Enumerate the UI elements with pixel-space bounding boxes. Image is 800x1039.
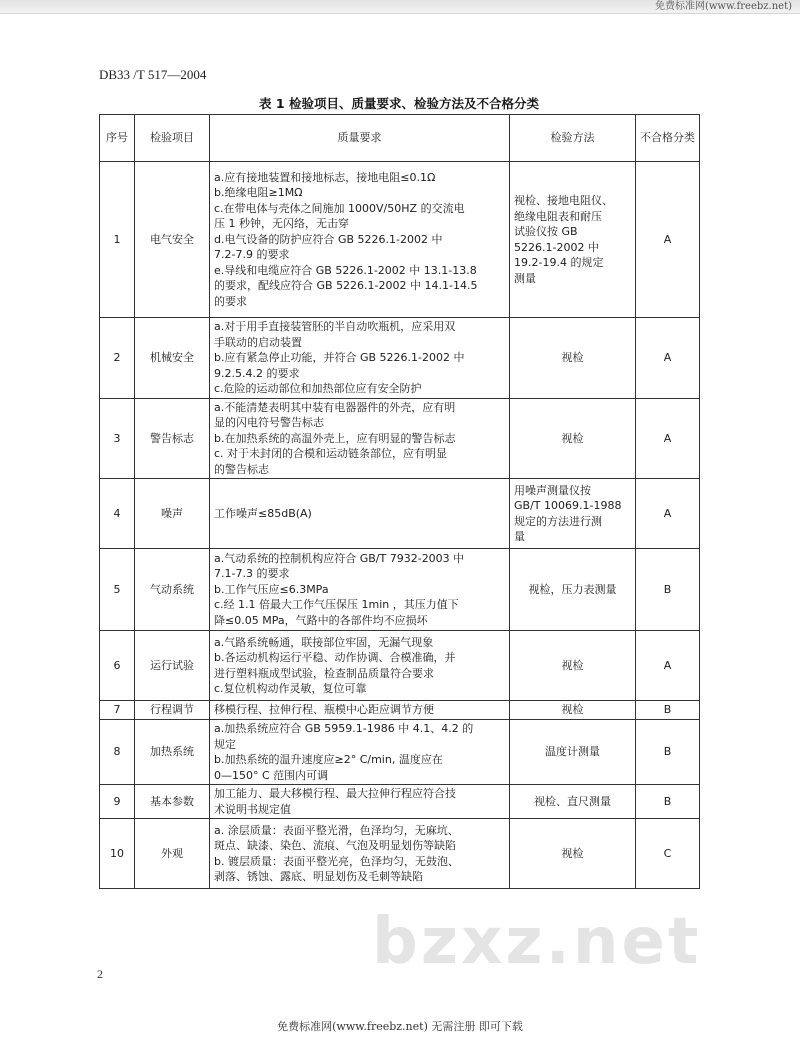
requirement-line: a.不能清楚表明其中装有电器器件的外壳，应有明 xyxy=(214,400,456,414)
row-class: A xyxy=(636,162,700,318)
row-class: B xyxy=(636,701,700,720)
header-class: 不合格分类 xyxy=(636,115,700,162)
row-class: A xyxy=(636,631,700,701)
row-method xyxy=(510,819,636,889)
method-line: 视检 xyxy=(561,658,584,672)
requirement-line: 剥落、锈蚀、露底、明显划伤及毛刺等缺陷 xyxy=(214,870,423,883)
method-line: 量 xyxy=(514,530,525,543)
row-item: 噪声 xyxy=(135,479,210,549)
row-class: A xyxy=(636,479,700,549)
requirement-line: b.绝缘电阻≥1MΩ xyxy=(214,186,303,200)
requirement-line: c.危险的运动部位和加热部位应有安全防护 xyxy=(214,382,422,395)
requirement-line: a.气路系统畅通，联接部位牢固，无漏气现象 xyxy=(214,635,434,649)
table-row xyxy=(100,701,700,720)
row-method xyxy=(510,549,636,631)
row-class: A xyxy=(636,318,700,399)
method-line: 温度计测量 xyxy=(545,745,600,759)
header-item: 检验项目 xyxy=(135,115,210,162)
row-method xyxy=(510,785,636,819)
top-watermark: 免费标准网(www.freebz.net) xyxy=(654,1,792,12)
method-line: 用噪声测量仪按 xyxy=(514,483,591,497)
header-requirement: 质量要求 xyxy=(210,115,510,162)
row-method xyxy=(510,318,636,399)
requirement-line: 进行塑料瓶成型试验，检查制品质量符合要求 xyxy=(214,666,434,680)
requirement-line: c. 对于未封闭的合模和运动链条部位，应有明显 xyxy=(214,447,448,460)
table-row xyxy=(100,819,700,889)
row-number: 8 xyxy=(100,720,135,785)
row-requirement xyxy=(210,318,510,399)
row-class: B xyxy=(636,720,700,785)
table-header-row xyxy=(100,115,700,162)
page-number: 2 xyxy=(97,967,103,981)
row-method xyxy=(510,720,636,785)
table-row xyxy=(100,162,700,318)
row-method xyxy=(510,631,636,701)
requirement-line: b.应有紧急停止功能，并符合 GB 5226.1-2002 中 xyxy=(214,351,465,364)
row-class: B xyxy=(636,785,700,819)
row-item: 加热系统 xyxy=(135,720,210,785)
table-row xyxy=(100,785,700,819)
table-row xyxy=(100,631,700,701)
row-requirement xyxy=(210,549,510,631)
requirement-line: 显的闪电符号警告标志 xyxy=(214,416,324,429)
requirement-line: 的警告标志 xyxy=(214,462,269,476)
row-class: C xyxy=(636,819,700,889)
row-requirement xyxy=(210,398,510,479)
requirement-line: 降≤0.05 MPa，气路中的各部件均不应损坏 xyxy=(214,613,428,627)
row-item: 电气安全 xyxy=(135,162,210,318)
requirement-line: 规定 xyxy=(214,737,236,751)
method-line: 19.2-19.4 的规定 xyxy=(514,256,604,269)
requirement-line: 压 1 秒钟，无闪络，无击穿 xyxy=(214,217,349,231)
method-line: 视检 xyxy=(561,846,584,860)
requirement-line: 移模行程、拉伸行程、瓶模中心距应调节方便 xyxy=(214,703,434,717)
requirement-line: b.工作气压应≤6.3MPa xyxy=(214,582,329,596)
requirement-line: 7.1-7.3 的要求 xyxy=(214,567,290,581)
row-requirement xyxy=(210,720,510,785)
row-requirement xyxy=(210,701,510,720)
requirement-line: 的要求，配线应符合 GB 5226.1-2002 中 14.1-14.5 xyxy=(214,279,478,293)
requirement-line: 0—150° C 范围内可调 xyxy=(214,768,329,782)
row-number: 2 xyxy=(100,318,135,399)
row-method xyxy=(510,701,636,720)
row-number: 5 xyxy=(100,549,135,631)
inspection-table xyxy=(99,114,700,889)
row-item: 机械安全 xyxy=(135,318,210,399)
method-line: 试验仪按 GB xyxy=(514,225,578,238)
requirement-line: d.电气设备的防护应符合 GB 5226.1-2002 中 xyxy=(214,232,443,246)
requirement-line: 7.2-7.9 的要求 xyxy=(214,248,290,262)
row-method xyxy=(510,162,636,318)
method-line: 5226.1-2002 中 xyxy=(514,240,599,254)
table-row xyxy=(100,479,700,549)
requirement-line: c.经 1.1 倍最大工作气压保压 1min ，其压力值下 xyxy=(214,598,459,612)
row-number: 4 xyxy=(100,479,135,549)
requirement-line: b.各运动机构运行平稳、动作协调、合模准确，并 xyxy=(214,651,456,664)
requirement-line: c.在带电体与壳体之间施加 1000V/50HZ 的交流电 xyxy=(214,201,465,215)
requirement-line: a.应有接地装置和接地标志，接地电阻≤0.1Ω xyxy=(214,170,436,184)
row-class: A xyxy=(636,398,700,479)
requirement-line: 手联动的启动装置 xyxy=(214,335,302,349)
row-method xyxy=(510,479,636,549)
row-requirement xyxy=(210,162,510,318)
method-line: 视检 xyxy=(561,351,584,364)
method-line: 视检 xyxy=(561,431,584,445)
requirement-line: 的要求 xyxy=(214,294,247,308)
row-number: 6 xyxy=(100,631,135,701)
table-row xyxy=(100,549,700,631)
row-item: 气动系统 xyxy=(135,549,210,631)
row-number: 10 xyxy=(100,819,135,889)
method-line: 视检、直尺测量 xyxy=(534,794,611,808)
header-method: 检验方法 xyxy=(510,115,636,162)
requirement-line: a.加热系统应符合 GB 5959.1-1986 中 4.1、4.2 的 xyxy=(214,722,474,735)
row-number: 7 xyxy=(100,701,135,720)
row-requirement xyxy=(210,479,510,549)
row-item: 基本参数 xyxy=(135,785,210,819)
method-line: 测量 xyxy=(514,271,536,285)
background-watermark: bzxz.net xyxy=(372,905,702,979)
row-number: 3 xyxy=(100,398,135,479)
requirement-line: 加工能力、最大移模行程、最大拉伸行程应符合技 xyxy=(214,787,456,800)
row-requirement xyxy=(210,631,510,701)
row-method xyxy=(510,398,636,479)
row-item: 警告标志 xyxy=(135,398,210,479)
row-requirement xyxy=(210,785,510,819)
method-line: 视检、接地电阻仪、 xyxy=(514,194,613,207)
row-number: 9 xyxy=(100,785,135,819)
method-line: 规定的方法进行测 xyxy=(514,514,602,528)
footer-note: 免费标准网(www.freebz.net) 无需注册 即可下载 xyxy=(277,1020,523,1033)
requirement-line: 斑点、缺漆、染色、流痕、气泡及明显划伤等缺陷 xyxy=(214,839,456,852)
requirement-line: 术说明书规定值 xyxy=(214,802,291,816)
requirement-line: b. 镀层质量：表面平整光亮，色泽均匀，无鼓泡、 xyxy=(214,854,459,868)
document-code: DB33 /T 517—2004 xyxy=(99,67,207,82)
requirement-line: a.对于用手直接装管胚的半自动吹瓶机，应采用双 xyxy=(214,320,456,333)
table-title: 表 1 检验项目、质量要求、检验方法及不合格分类 xyxy=(259,96,539,111)
requirement-line: c.复位机构动作灵敏，复位可靠 xyxy=(214,682,367,695)
table-row xyxy=(100,398,700,479)
method-line: 视检 xyxy=(561,703,584,717)
row-item: 外观 xyxy=(135,819,210,889)
header-no: 序号 xyxy=(100,115,135,162)
table-row xyxy=(100,318,700,399)
row-requirement xyxy=(210,819,510,889)
row-item: 运行试验 xyxy=(135,631,210,701)
row-item: 行程调节 xyxy=(135,701,210,720)
requirement-line: a. 涂层质量：表面平整光滑，色泽均匀，无麻坑、 xyxy=(214,823,459,837)
row-number: 1 xyxy=(100,162,135,318)
requirement-line: b.加热系统的温升速度应≥2° C/min, 温度应在 xyxy=(214,753,443,766)
method-line: 视检，压力表测量 xyxy=(528,582,617,596)
requirement-line: 工作噪声≤85dB(A) xyxy=(214,506,312,520)
requirement-line: b.在加热系统的高温外壳上，应有明显的警告标志 xyxy=(214,431,456,445)
requirement-line: 9.2.5.4.2 的要求 xyxy=(214,366,300,380)
table-row xyxy=(100,720,700,785)
requirement-line: a.气动系统的控制机构应符合 GB/T 7932-2003 中 xyxy=(214,551,465,565)
method-line: GB/T 10069.1-1988 xyxy=(514,499,622,512)
row-class: B xyxy=(636,549,700,631)
requirement-line: e.导线和电缆应符合 GB 5226.1-2002 中 13.1-13.8 xyxy=(214,263,477,277)
method-line: 绝缘电阻表和耐压 xyxy=(514,209,602,223)
